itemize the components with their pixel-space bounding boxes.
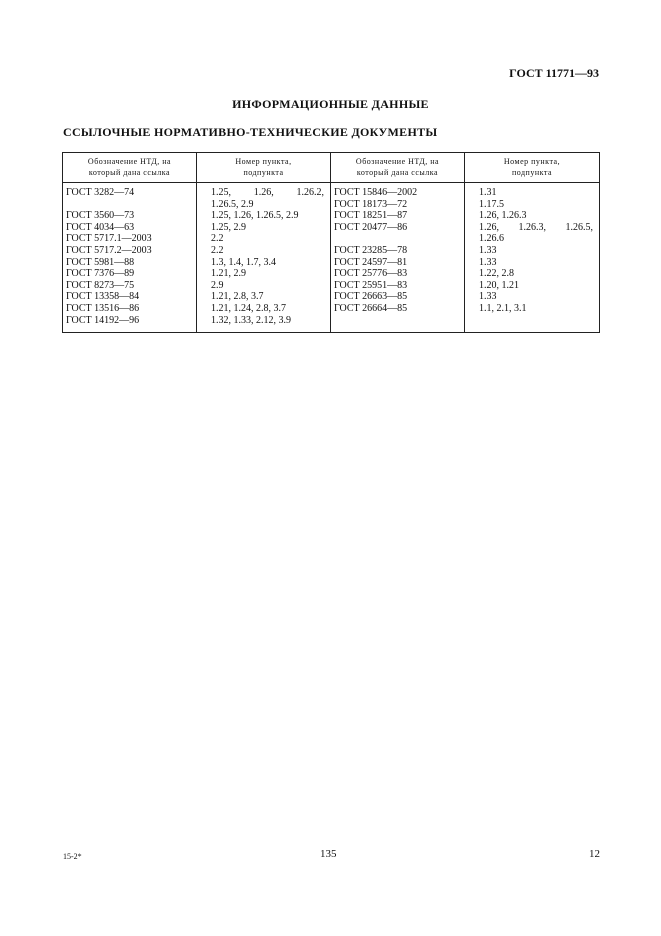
list-item: 1.21, 2.8, 3.7 <box>211 291 264 303</box>
list-item: ГОСТ 5981—88 <box>66 256 135 268</box>
list-item: ГОСТ 25951—83 <box>334 279 408 291</box>
list-item: ГОСТ 24597—81 <box>334 256 408 268</box>
list-item: ГОСТ 26663—85 <box>334 291 408 303</box>
header-doc-right: Обозначение НТД, на который дана ссылка <box>331 153 465 183</box>
left-doc-column <box>63 183 197 333</box>
list-item: 1.26.6 <box>479 233 504 245</box>
list-item: ГОСТ 3282—74 <box>66 187 135 198</box>
list-item: ГОСТ 13516—86 <box>66 302 140 314</box>
list-item <box>334 233 461 245</box>
list-item: ГОСТ 3560—73 <box>66 210 135 222</box>
list-item: 1.33 <box>479 291 497 303</box>
list-item: ГОСТ 4034—63 <box>66 221 135 233</box>
list-item: 1.26.5, 2.9 <box>211 198 254 210</box>
list-item: ГОСТ 15846—2002 <box>334 187 418 198</box>
list-item: 1.21, 1.24, 2.8, 3.7 <box>211 302 286 314</box>
right-points-column <box>465 183 600 333</box>
list-item: ГОСТ 18173—72 <box>334 198 408 210</box>
list-item: ГОСТ 7376—89 <box>66 268 135 280</box>
table-header-row <box>63 153 600 183</box>
list-item: 2.2 <box>211 244 224 256</box>
header-doc-left: Обозначение НТД, на который дана ссылка <box>63 153 197 183</box>
list-item: 1.1, 2.1, 3.1 <box>479 302 527 314</box>
list-item: ГОСТ 20477—86 <box>334 221 408 233</box>
list-item: 1.3, 1.4, 1.7, 3.4 <box>211 256 276 268</box>
document-id: ГОСТ 11771—93 <box>509 66 599 80</box>
header-points-right: Номер пункта, подпункта <box>465 153 600 183</box>
list-item: 1.31 <box>479 187 497 198</box>
list-item: 2.2 <box>211 233 224 245</box>
list-item: 1.20, 1.21 <box>479 279 519 291</box>
footer-right-number: 12 <box>589 848 600 860</box>
list-item: 1.33 <box>479 244 497 256</box>
list-item: ГОСТ 5717.1—2003 <box>66 233 152 245</box>
list-item: 1.22, 2.8 <box>479 268 514 280</box>
table-body-row <box>63 183 600 333</box>
section-title: ССЫЛОЧНЫЕ НОРМАТИВНО-ТЕХНИЧЕСКИЕ ДОКУМЕНТЫ <box>63 125 438 139</box>
list-item: 1.26, 1.26.3 <box>479 210 527 222</box>
list-item: 1.33 <box>479 256 497 268</box>
list-item: 1.32, 1.33, 2.12, 3.9 <box>211 314 291 326</box>
list-item: ГОСТ 14192—96 <box>66 314 140 326</box>
list-item: ГОСТ 5717.2—2003 <box>66 244 152 256</box>
list-item: 1.17.5 <box>479 198 504 210</box>
list-item: ГОСТ 26664—85 <box>334 302 408 314</box>
right-doc-column <box>331 183 465 333</box>
list-item: 1.25, 2.9 <box>211 221 246 233</box>
list-item: 2.9 <box>211 279 224 291</box>
left-points-column <box>197 183 331 333</box>
list-item: 1.21, 2.9 <box>211 268 246 280</box>
page-title: ИНФОРМАЦИОННЫЕ ДАННЫЕ <box>232 97 429 111</box>
list-item: ГОСТ 13358—84 <box>66 291 140 303</box>
list-item: ГОСТ 25776—83 <box>334 268 408 280</box>
page-number: 135 <box>320 848 337 860</box>
list-item: 1.26, 1.26.3, 1.26.5, <box>479 221 593 233</box>
list-item: ГОСТ 23285—78 <box>334 244 408 256</box>
list-item: ГОСТ 8273—75 <box>66 279 135 291</box>
footer-signature: 15-2* <box>63 852 82 861</box>
header-points-left: Номер пункта, подпункта <box>197 153 331 183</box>
reference-table <box>62 152 600 333</box>
list-item <box>66 199 193 211</box>
list-item: ГОСТ 18251—87 <box>334 210 408 222</box>
list-item: 1.25, 1.26, 1.26.5, 2.9 <box>211 210 299 222</box>
list-item: 1.25, 1.26, 1.26.2, <box>211 187 324 198</box>
